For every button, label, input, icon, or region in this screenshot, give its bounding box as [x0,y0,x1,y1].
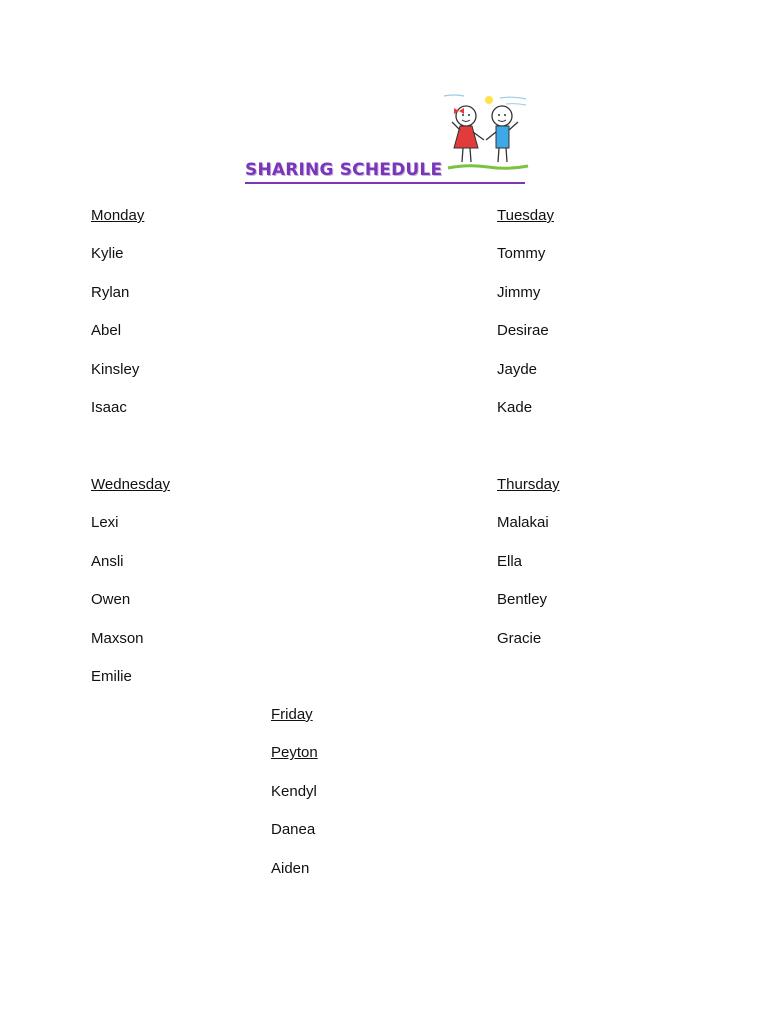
list-item: Peyton [271,744,318,762]
day-heading-friday: Friday [271,706,313,723]
day-heading-monday: Monday [91,207,145,224]
list-item: Emilie [91,667,132,685]
list-item: Danea [271,821,316,839]
title-underline [245,182,525,184]
list-item: Kinsley [91,360,140,378]
list-item: Ella [497,552,523,570]
list-item: Aiden [271,859,310,877]
list-item: Tommy [497,245,546,263]
list-item: Kylie [91,245,124,263]
list-item: Bentley [497,591,548,609]
thursday-column [497,475,560,649]
list-item: Abel [91,322,122,340]
list-item: Isaac [91,398,127,416]
list-item: Jimmy [497,283,541,301]
list-item: Lexi [91,514,119,532]
list-item: Owen [91,591,131,609]
wednesday-column [91,475,170,687]
list-item: Ansli [91,552,124,570]
list-item: Kendyl [271,782,317,800]
tuesday-column [497,206,554,418]
list-item: Jayde [497,360,538,378]
list-item: Gracie [497,629,542,647]
list-item: Malakai [497,514,549,532]
kids-holding-hands-icon [440,92,532,174]
day-heading-wednesday: Wednesday [91,476,170,493]
list-item: Maxson [91,629,144,647]
day-heading-tuesday: Tuesday [497,207,554,224]
list-item: Kade [497,398,533,416]
monday-column [91,206,144,418]
day-heading-thursday: Thursday [497,476,560,493]
list-item: Desirae [497,322,549,340]
list-item: Rylan [91,283,130,301]
page-title: SHARING SCHEDULE [245,160,443,180]
friday-column [271,705,318,879]
